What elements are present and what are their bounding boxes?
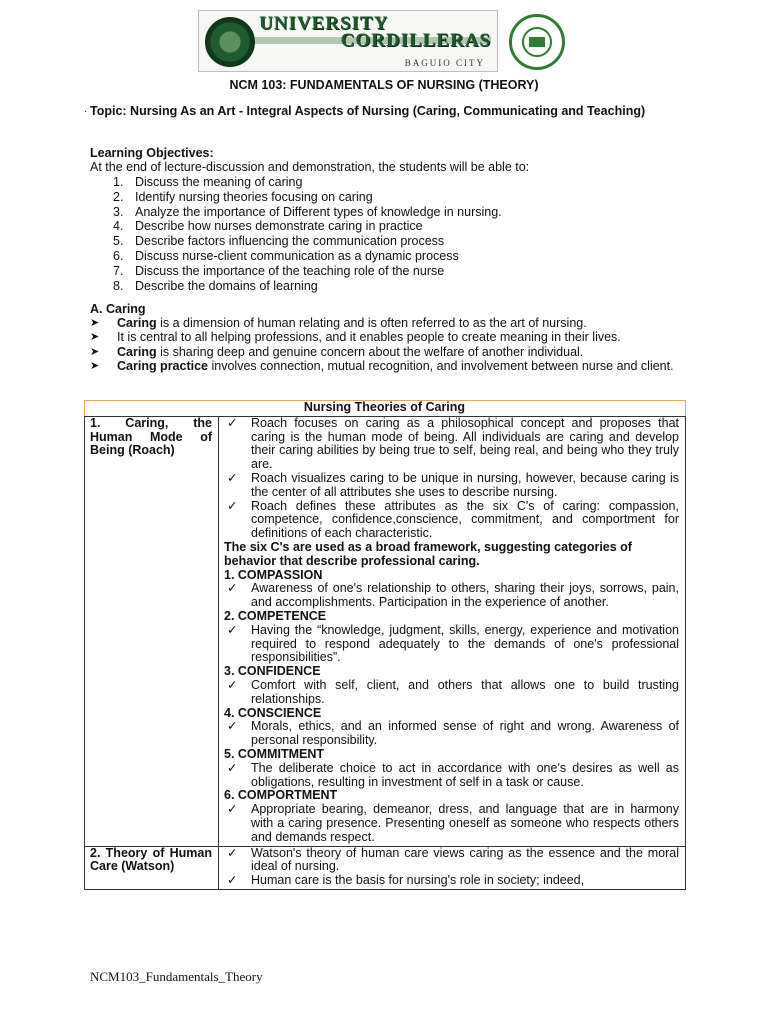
list-item — [113, 264, 502, 279]
c-heading: 3. CONFIDENCE — [224, 664, 321, 679]
item-text: Analyze the importance of Different types of knowledge in nursing. — [135, 204, 502, 219]
item-text: Describe factors influencing the communication process — [135, 234, 445, 249]
bullet-text: It is central to all helping professions, and it enables people to create meaning in their lives. — [117, 330, 621, 345]
check-text: Roach focuses on caring as a philosophical concept and proposes that caring is the human mode of being. All individuals are caring and develop their caring abilities by being true to self, being real, and being who they truly are. — [251, 415, 679, 472]
course-title: NCM 103: FUNDAMENTALS OF NURSING (THEORY) — [229, 78, 539, 92]
list-item — [90, 359, 680, 373]
check-item — [224, 500, 679, 541]
check-item — [224, 417, 679, 472]
list-item — [90, 330, 680, 344]
topic-dot: · — [84, 106, 88, 117]
c-heading: 4. CONSCIENCE — [224, 705, 322, 720]
university-seal-icon — [205, 17, 255, 67]
arrowhead-bullet-icon: ➤ — [90, 317, 100, 329]
learning-objectives-intro: At the end of lecture-discussion and demonstration, the students will be able to: — [90, 160, 530, 174]
arrowhead-bullet-icon: ➤ — [90, 345, 100, 358]
check-text: Awareness of one's relationship to others, sharing their joys, sorrows, pain, and accomplishments. Participation in the experience of another. — [251, 581, 679, 610]
check-item — [224, 720, 679, 748]
learning-objectives-list — [113, 175, 502, 293]
checkmark-icon: ✓ — [227, 677, 238, 692]
checkmark-icon: ✓ — [227, 470, 238, 485]
check-text: Morals, ethics, and an informed sense of right and wrong. Awareness of personal responsibility. — [251, 719, 679, 748]
theory-detail-cell — [219, 416, 686, 846]
c-heading: 5. COMMITMENT — [224, 746, 324, 761]
theory-name-cell: 2. Theory of Human Care (Watson) — [85, 846, 219, 889]
college-seal-icon — [502, 14, 572, 72]
check-text: The deliberate choice to act in accordance with one's desires as well as obligations, resulting in investment of self in a task or cause. — [251, 760, 679, 789]
checkmark-icon: ✓ — [227, 802, 238, 817]
table-row — [85, 846, 686, 889]
university-logo — [198, 10, 498, 72]
bullet-text: is a dimension of human relating and is often referred to as the art of nursing. — [156, 316, 587, 330]
check-text: Comfort with self, client, and others that allows one to build trusting relationships. — [251, 677, 679, 706]
learning-objectives-heading: Learning Objectives: — [90, 146, 214, 160]
check-text: Having the “knowledge, judgment, skills, energy, experience and motivation required to respond adequately to the demands of one's professional responsibilities”. — [251, 622, 679, 665]
check-item — [224, 847, 679, 875]
item-text: Discuss nurse-client communication as a dynamic process — [135, 248, 459, 263]
bullet-bold: Caring — [117, 316, 157, 330]
checkmark-icon: ✓ — [227, 845, 238, 860]
item-text: Discuss the meaning of caring — [135, 175, 303, 189]
item-number: 2. — [113, 189, 124, 204]
c-heading: 1. COMPASSION — [224, 567, 323, 582]
bullet-text: involves connection, mutual recognition, and involvement between nurse and client. — [208, 358, 674, 373]
c-heading: 6. COMPORTMENT — [224, 788, 338, 803]
table-header: Nursing Theories of Caring — [85, 401, 686, 417]
item-number: 3. — [113, 204, 124, 219]
bullet-text: is sharing deep and genuine concern about the welfare of another individual. — [156, 344, 584, 359]
check-item — [224, 624, 679, 665]
checkmark-icon: ✓ — [227, 498, 238, 513]
bullet-bold: Caring practice — [117, 358, 209, 373]
check-item — [224, 582, 679, 610]
item-number: 4. — [113, 219, 124, 234]
item-number: 6. — [113, 248, 124, 263]
list-item — [113, 175, 502, 190]
item-number: 7. — [113, 263, 124, 278]
seal-building — [529, 37, 545, 47]
check-text: Roach visualizes caring to be unique in nursing, however, because caring is the center of all attributes she uses to describe nursing. — [251, 470, 679, 499]
check-text: Appropriate bearing, demeanor, dress, and language that are in harmony with a caring presence. Presenting oneself as someone who respects others and demands respect. — [251, 802, 679, 844]
checkmark-icon: ✓ — [227, 873, 238, 888]
seal-ring — [509, 14, 565, 70]
list-item — [113, 205, 502, 220]
check-item — [224, 679, 679, 707]
item-number: 8. — [113, 278, 124, 293]
theory-name-cell: 1. Caring, the Human Mode of Being (Roach) — [85, 416, 219, 846]
check-item — [224, 762, 679, 790]
item-text: Discuss the importance of the teaching role of the nurse — [135, 263, 445, 278]
checkmark-icon: ✓ — [227, 760, 238, 775]
checkmark-icon: ✓ — [227, 415, 238, 430]
checkmark-icon: ✓ — [227, 719, 238, 734]
logo-wordmark — [259, 15, 491, 51]
arrowhead-bullet-icon: ➤ — [90, 331, 100, 344]
caring-bullet-list — [90, 316, 680, 373]
item-text: Describe how nurses demonstrate caring in practice — [135, 219, 423, 234]
checkmark-icon: ✓ — [227, 581, 238, 596]
logo-city: BAGUIO CITY — [404, 58, 485, 68]
checkmark-icon: ✓ — [227, 622, 238, 637]
list-item — [113, 190, 502, 205]
check-item — [224, 803, 679, 844]
caring-theories-table — [84, 400, 686, 890]
logo-line1: UNIVERSITY — [259, 13, 389, 34]
list-item — [113, 249, 502, 264]
check-item — [224, 874, 679, 888]
check-text: Watson's theory of human care views caring as the essence and the moral ideal of nursing. — [251, 845, 679, 874]
table-header-row — [85, 401, 686, 417]
item-text: Identify nursing theories focusing on caring — [135, 189, 373, 204]
arrowhead-bullet-icon: ➤ — [90, 359, 100, 372]
check-text: Roach defines these attributes as the six C's of caring: compassion, competence, confidence,conscience, commitment, and comportment for definitions of each characteristic. — [251, 498, 679, 541]
c-heading: 2. COMPETENCE — [224, 608, 327, 623]
theory-detail-cell — [219, 846, 686, 889]
check-text: Human care is the basis for nursing's role in society; indeed, — [251, 873, 585, 888]
item-number: 1. — [113, 175, 124, 189]
list-item — [113, 219, 502, 234]
framework-statement: The six C's are used as a broad framework, suggesting categories of behavior that describe professional caring. — [224, 539, 632, 568]
check-item — [224, 472, 679, 500]
section-a-heading: A. Caring — [90, 302, 146, 316]
list-item — [90, 316, 680, 330]
item-number: 5. — [113, 234, 124, 249]
table-row — [85, 416, 686, 846]
item-text: Describe the domains of learning — [135, 278, 318, 293]
bullet-bold: Caring — [117, 344, 157, 359]
logo-line2: CORDILLERAS — [340, 30, 491, 51]
list-item — [113, 279, 502, 294]
page-footer: NCM103_Fundamentals_Theory — [90, 969, 263, 984]
list-item — [90, 345, 680, 359]
list-item — [113, 234, 502, 249]
topic-heading: Topic: Nursing As an Art - Integral Aspects of Nursing (Caring, Communicating and Teaching) — [90, 104, 646, 118]
